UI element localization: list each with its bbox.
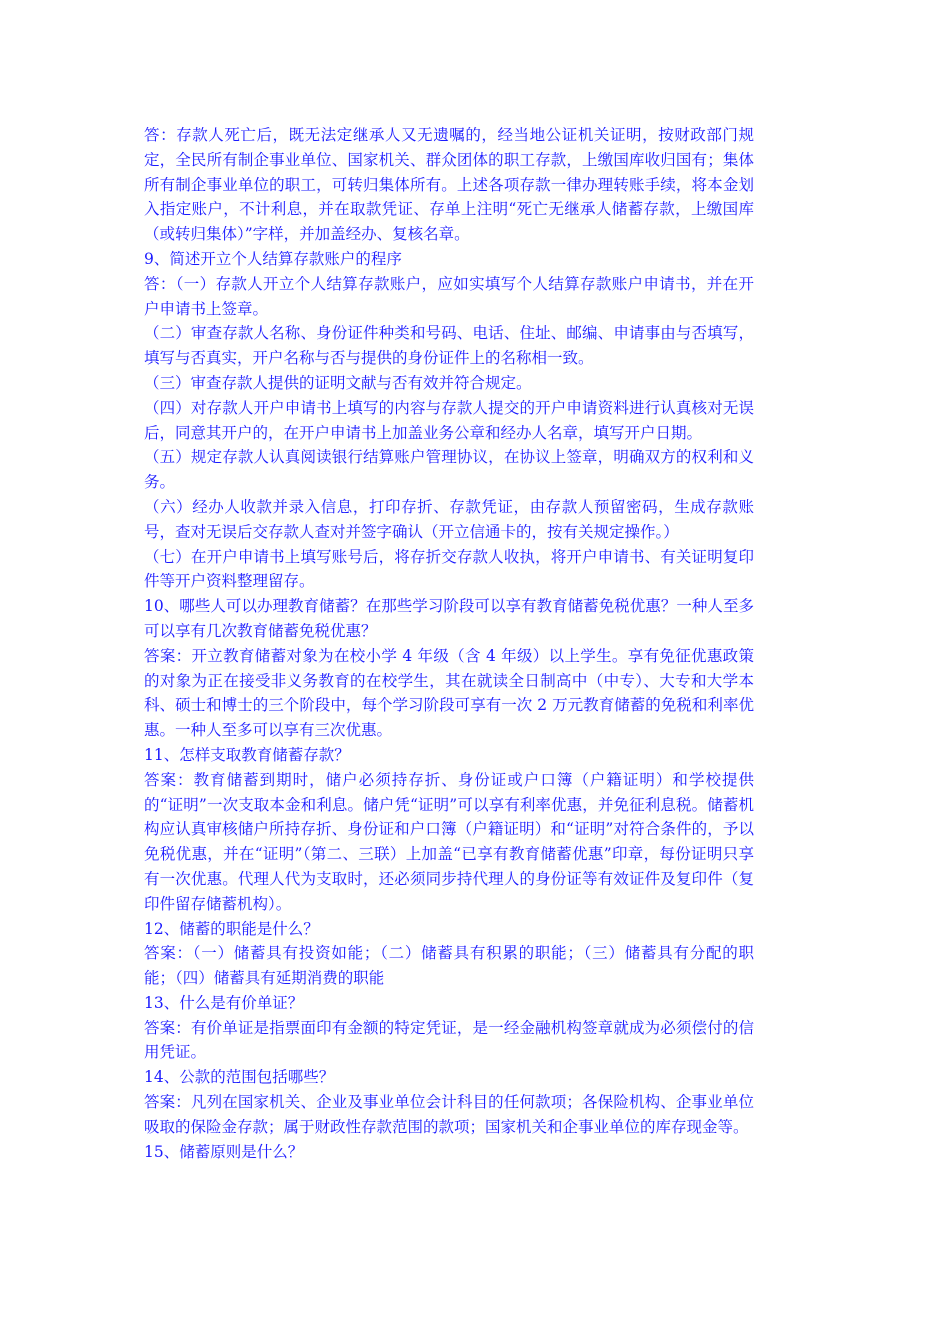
answer-paragraph: （七）在开户申请书上填写账号后，将存折交存款人收执，将开户申请书、有关证明复印件等开户资料整理留存。 [144,547,754,591]
answer-paragraph: 答案：开立教育储蓄对象为在校小学 4 年级（含 4 年级）以上学生。享有免征优惠政策的对象为正在接受非义务教育的在校学生，其在就读全日制高中（中专）、大专和大学本科、硕士和博士的三个阶段中，每个学习阶段可享有一次 2 万元教育储蓄的免税和利率优惠。一种人至多可以享有三次优惠。 [144,646,754,740]
question-heading: 9、简述开立个人结算存款账户的程序 [144,249,402,268]
document-body [144,123,754,1164]
question-heading: 10、哪些人可以办理教育储蓄？在那些学习阶段可以享有教育储蓄免税优惠？一种人至多可以享有几次教育储蓄免税优惠？ [144,597,754,640]
answer-paragraph: （二）审查存款人名称、身份证件种类和号码、电话、住址、邮编、申请事由与否填写，填写与否真实，开户名称与否与提供的身份证件上的名称相一致。 [144,324,754,368]
question-heading: 14、公款的范围包括哪些？ [144,1068,335,1087]
answer-paragraph: （五）规定存款人认真阅读银行结算账户管理协议，在协议上签章，明确双方的权利和义务。 [144,448,754,492]
question-heading: 12、储蓄的职能是什么？ [144,919,319,938]
answer-paragraph: （四）对存款人开户申请书上填写的内容与存款人提交的开户申请资料进行认真核对无误后，同意其开户的，在开户申请书上加盖业务公章和经办人名章，填写开户日期。 [144,398,754,442]
question-heading: 11、怎样支取教育储蓄存款？ [144,745,350,764]
answer-paragraph: 答：（一）存款人开立个人结算存款账户，应如实填写个人结算存款账户申请书，并在开户申请书上签章。 [144,274,754,318]
answer-paragraph: 答案：有价单证是指票面印有金额的特定凭证，是一经金融机构签章就成为必须偿付的信用凭证。 [144,1018,754,1062]
answer-paragraph: 答案：（一）储蓄具有投资如能；（二）储蓄具有积累的职能；（三）储蓄具有分配的职能；（四）储蓄具有延期消费的职能 [144,944,754,988]
answer-paragraph: 答案：教育储蓄到期时，储户必须持存折、身份证或户口簿（户籍证明）和学校提供的“证明”一次支取本金和利息。储户凭“证明”可以享有利率优惠，并免征利息税。储蓄机构应认真审核储户所持存折、身份证和户口簿（户籍证明）和“证明”对符合条件的，予以免税优惠，并在“证明”（第二、三联）上加盖“已享有教育储蓄优惠”印章，每份证明只享有一次优惠。代理人代为支取时，还必须同步持代理人的身份证等有效证件及复印件（复印件留存储蓄机构）。 [144,770,754,913]
question-heading: 15、储蓄原则是什么？ [144,1142,304,1161]
answer-paragraph: （三）审查存款人提供的证明文献与否有效并符合规定。 [144,373,532,392]
question-heading: 13、什么是有价单证？ [144,993,304,1012]
answer-paragraph: （六）经办人收款并录入信息，打印存折、存款凭证，由存款人预留密码，生成存款账号，查对无误后交存款人查对并签字确认（开立信通卡的，按有关规定操作。） [144,497,754,541]
answer-paragraph: 答案：凡列在国家机关、企业及事业单位会计科目的任何款项；各保险机构、企事业单位吸取的保险金存款；属于财政性存款范围的款项；国家机关和企事业单位的库存现金等。 [144,1093,754,1136]
answer-paragraph: 答：存款人死亡后，既无法定继承人又无遗嘱的，经当地公证机关证明，按财政部门规定，全民所有制企事业单位、国家机关、群众团体的职工存款，上缴国库收归国有；集体所有制企事业单位的职工，可转归集体所有。上述各项存款一律办理转账手续，将本金划入指定账户，不计利息，并在取款凭证、存单上注明“死亡无继承人储蓄存款，上缴国库（或转归集体）”字样，并加盖经办、复核名章。 [144,126,754,244]
